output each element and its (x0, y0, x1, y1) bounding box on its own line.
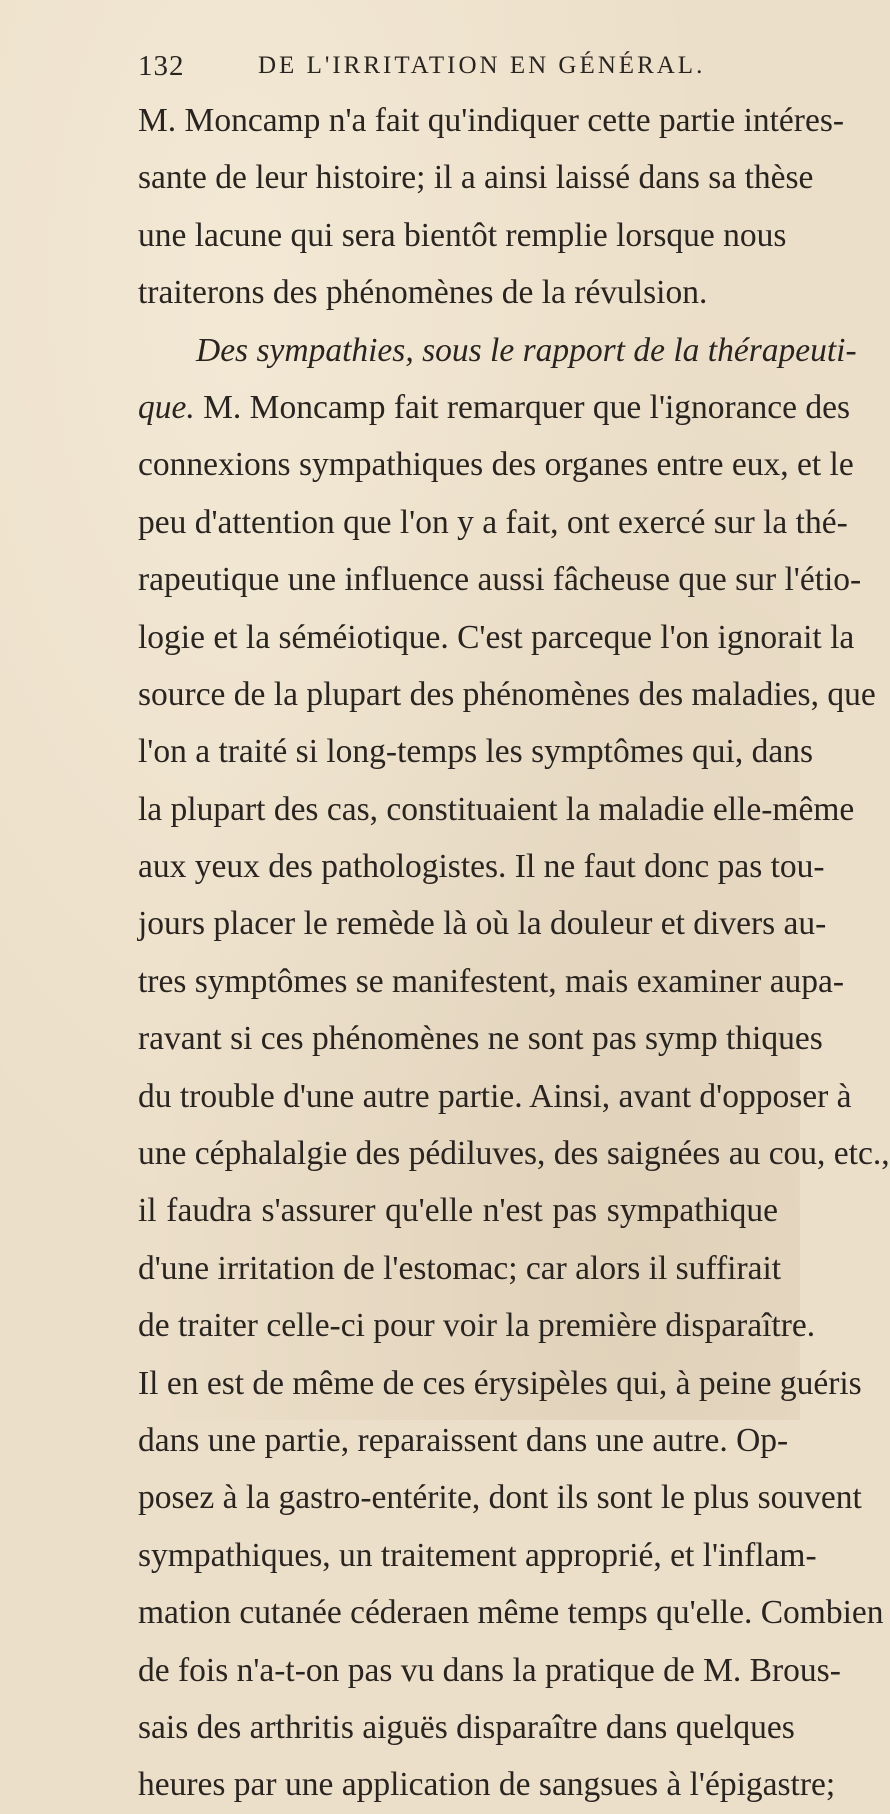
text-line: mation cutanée céderaen même temps qu'elle. Combien (138, 1594, 884, 1632)
section-heading-end: que. (138, 388, 195, 426)
text-line (138, 379, 851, 436)
text-line: de traiter celle-ci pour voir la première disparaître. (138, 1307, 816, 1345)
text-line: jours placer le remède là où la douleur et divers au- (138, 905, 827, 943)
text-line: sais des arthritis aiguës disparaître dans quelques (138, 1708, 795, 1746)
text-line: logie et la séméiotique. C'est parceque l'on ignorait la (138, 618, 855, 656)
text-line: tres symptômes se manifestent, mais examiner aupa- (138, 962, 845, 1000)
text-line: d'une irritation de l'estomac; car alors il suffirait (138, 1249, 782, 1287)
text-line: peu d'attention que l'on y a fait, ont exercé sur la thé- (138, 503, 848, 541)
text-line: ravant si ces phénomènes ne sont pas symp thiques (138, 1020, 823, 1058)
text-line: une céphalalgie des pédiluves, des saignées au cou, etc., (138, 1135, 890, 1173)
text-line: une lacune qui sera bientôt remplie lorsque nous (138, 216, 787, 254)
text-line: dans une partie, reparaissent dans une autre. Op- (138, 1421, 789, 1459)
text-line: posez à la gastro-entérite, dont ils sont le plus souvent (138, 1479, 862, 1517)
text-line: M. Moncamp n'a fait qu'indiquer cette partie intéres- (138, 102, 845, 139)
text-line: heures par une application de sangsues à l'épigastre; (138, 1766, 836, 1804)
section-heading-line: Des sympathies, sous le rapport de la thérapeuti- (196, 331, 857, 369)
running-title: DE L'IRRITATION EN GÉNÉRAL. (258, 52, 706, 79)
text-line: connexions sympathiques des organes entre eux, et le (138, 446, 854, 484)
text-line: sante de leur histoire; il a ainsi laissé dans sa thèse (138, 159, 814, 197)
text-line: il faudra s'assurer qu'elle n'est pas sympathique (138, 1192, 778, 1230)
page-number: 132 (138, 50, 185, 82)
text-line: la plupart des cas, constituaient la maladie elle-même (138, 790, 855, 828)
text-line-rest: M. Moncamp fait remarquer que l'ignorance des (194, 388, 851, 426)
text-line: de fois n'a-t-on pas vu dans la pratique de M. Brous- (138, 1651, 841, 1689)
text-line: Il en est de même de ces érysipèles qui, à peine guéris (138, 1364, 862, 1402)
body-text (138, 92, 890, 1814)
text-line: traiterons des phénomènes de la révulsion. (138, 274, 708, 312)
page-header (138, 50, 778, 90)
text-line: l'on a traité si long-temps les symptômes qui, dans (138, 733, 814, 771)
text-line: sympathiques, un traitement approprié, et l'inflam- (138, 1536, 817, 1574)
text-line: du trouble d'une autre partie. Ainsi, avant d'opposer à (138, 1077, 852, 1115)
text-line: source de la plupart des phénomènes des maladies, que (138, 675, 876, 713)
text-line: rapeutique une influence aussi fâcheuse que sur l'étio- (138, 561, 862, 599)
text-line: aux yeux des pathologistes. Il ne faut donc pas tou- (138, 848, 825, 886)
